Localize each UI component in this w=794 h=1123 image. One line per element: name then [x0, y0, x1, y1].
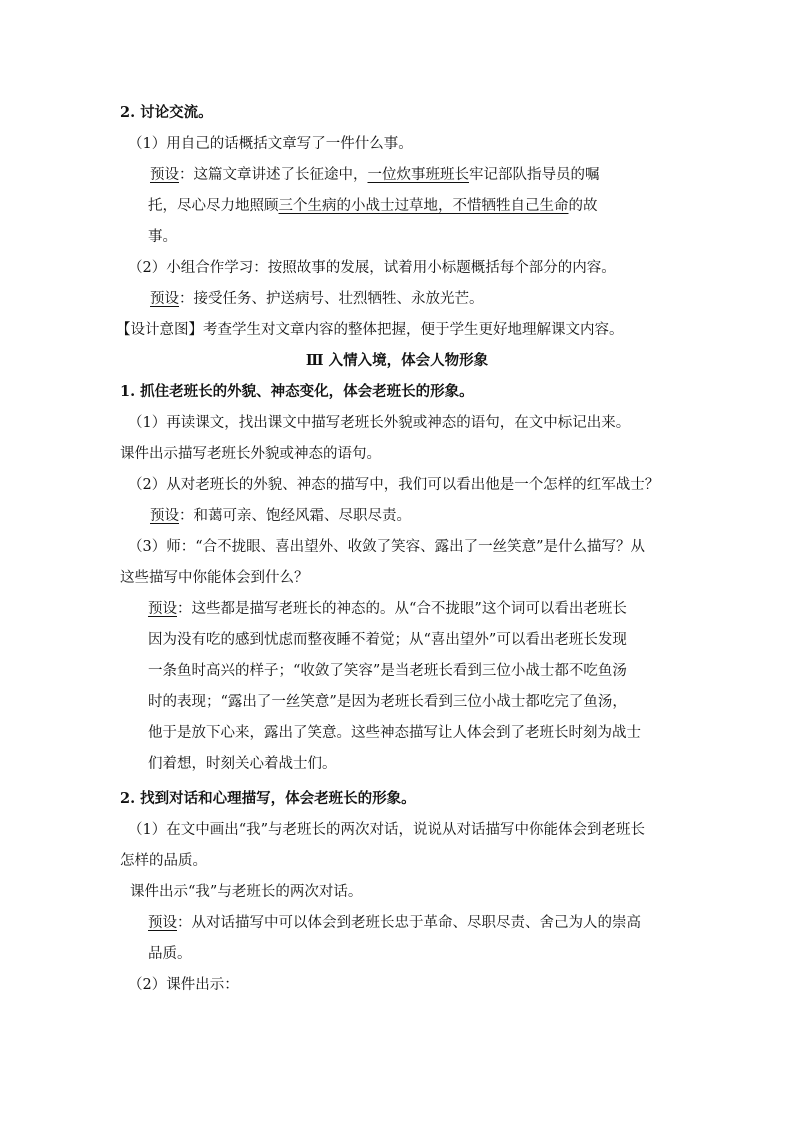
q1-2 — [128, 475, 659, 495]
q1-3-line-2 — [120, 568, 309, 588]
text-run: 事。 — [148, 229, 177, 245]
text-run: （1）用自己的话概括文章写了一件什么事。 — [128, 136, 413, 152]
a1-3-line-3 — [148, 661, 627, 681]
text-run: 2. 找到对话和心理描写，体会老班长的形象。 — [120, 790, 416, 807]
a1-3-line-5 — [148, 723, 641, 743]
a1-3-line-1 — [148, 599, 627, 619]
text-run: ：从对话描写中可以体会到老班长忠于革命、尽职尽责、舍己为人的崇高 — [177, 915, 641, 931]
underlined-text: 三个生病的小战士过草地，不惜牺牲自己生命 — [278, 198, 569, 214]
text-run: 托，尽心尽力地照顾 — [148, 198, 279, 214]
underlined-text: 预设 — [148, 915, 177, 931]
underlined-text: 预设 — [150, 167, 179, 183]
answer-1-line-1 — [150, 165, 600, 185]
answer-1-line-3 — [148, 227, 177, 247]
text-run: 牢记部队指导员的嘱 — [469, 167, 600, 183]
q2-1-line-1 — [128, 820, 645, 840]
text-run: （2）小组合作学习：按照故事的发展，试着用小标题概括每个部分的内容。 — [128, 260, 616, 276]
a1-3-line-4 — [148, 692, 627, 712]
a2-1-line-2 — [148, 944, 192, 964]
text-run: （1）再读课文，找出课文中描写老班长外貌或神态的语句，在文中标记出来。 — [128, 415, 631, 431]
answer-2 — [150, 289, 484, 309]
heading-discussion — [120, 103, 213, 123]
underlined-text: 预设 — [150, 508, 179, 524]
a1-2 — [150, 506, 411, 526]
text-run: ：和蔼可亲、饱经风霜、尽职尽责。 — [179, 508, 411, 524]
text-run: 怎样的品质。 — [120, 853, 207, 869]
q1-1 — [128, 413, 630, 433]
text-run: 一条鱼时高兴的样子；“收敛了笑容”是当老班长看到三位小战士都不吃鱼汤 — [148, 663, 627, 679]
underlined-text: 预设 — [148, 601, 177, 617]
text-run: 课件出示“我”与老班长的两次对话。 — [130, 884, 363, 900]
heading-2 — [120, 789, 416, 809]
text-run: ：这些都是描写老班长的神态的。从“合不拢眼”这个词可以看出老班长 — [177, 601, 627, 617]
text-run: （2）从对老班长的外貌、神态的描写中，我们可以看出他是一个怎样的红军战士？ — [128, 477, 660, 493]
text-run: 他于是放下心来，露出了笑意。这些神态描写让人体会到了老班长时刻为战士 — [148, 725, 641, 741]
q1-3-line-1 — [128, 537, 645, 557]
text-run: 2. 讨论交流。 — [120, 104, 213, 121]
design-intent — [116, 320, 624, 340]
text-run: （1）在文中画出“我”与老班长的两次对话，说说从对话描写中你能体会到老班长 — [128, 822, 646, 838]
text-run: 这些描写中你能体会到什么？ — [120, 570, 309, 586]
heading-1 — [120, 382, 474, 402]
text-run: 课件出示描写老班长外貌或神态的语句。 — [120, 446, 381, 462]
question-1 — [128, 134, 413, 154]
q2-1-line-2 — [120, 851, 207, 871]
section-title — [0, 351, 794, 371]
answer-1-line-2 — [148, 196, 598, 216]
a2-1-line-1 — [148, 913, 641, 933]
text-run: 们着想，时刻关心着战士们。 — [148, 756, 337, 772]
text-run: Ⅲ 入情入境，体会人物形象 — [305, 352, 489, 369]
question-2 — [128, 258, 616, 278]
underlined-text: 一位炊事班班长 — [367, 167, 469, 183]
courseware-1 — [120, 444, 381, 464]
a1-3-line-2 — [148, 630, 627, 650]
text-run: 品质。 — [148, 946, 192, 962]
text-run: ：这篇文章讲述了长征途中， — [179, 167, 368, 183]
text-run: 【设计意图】考查学生对文章内容的整体把握，便于学生更好地理解课文内容。 — [116, 322, 624, 338]
text-run: ：接受任务、护送病号、壮烈牺牲、永放光芒。 — [179, 291, 484, 307]
text-run: （2）课件出示： — [128, 977, 239, 993]
text-run: 时的表现；“露出了一丝笑意”是因为老班长看到三位小战士都吃完了鱼汤， — [148, 694, 627, 710]
text-run: 因为没有吃的感到忧虑而整夜睡不着觉；从“喜出望外”可以看出老班长发现 — [148, 632, 627, 648]
q2-2 — [128, 975, 239, 995]
underlined-text: 预设 — [150, 291, 179, 307]
text-run: （3）师：“合不拢眼、喜出望外、收敛了笑容、露出了一丝笑意”是什么描写？从 — [128, 539, 646, 555]
a1-3-line-6 — [148, 754, 337, 774]
courseware-2 — [130, 882, 362, 902]
text-run: 1. 抓住老班长的外貌、神态变化，体会老班长的形象。 — [120, 383, 474, 400]
text-run: 的故 — [568, 198, 598, 214]
